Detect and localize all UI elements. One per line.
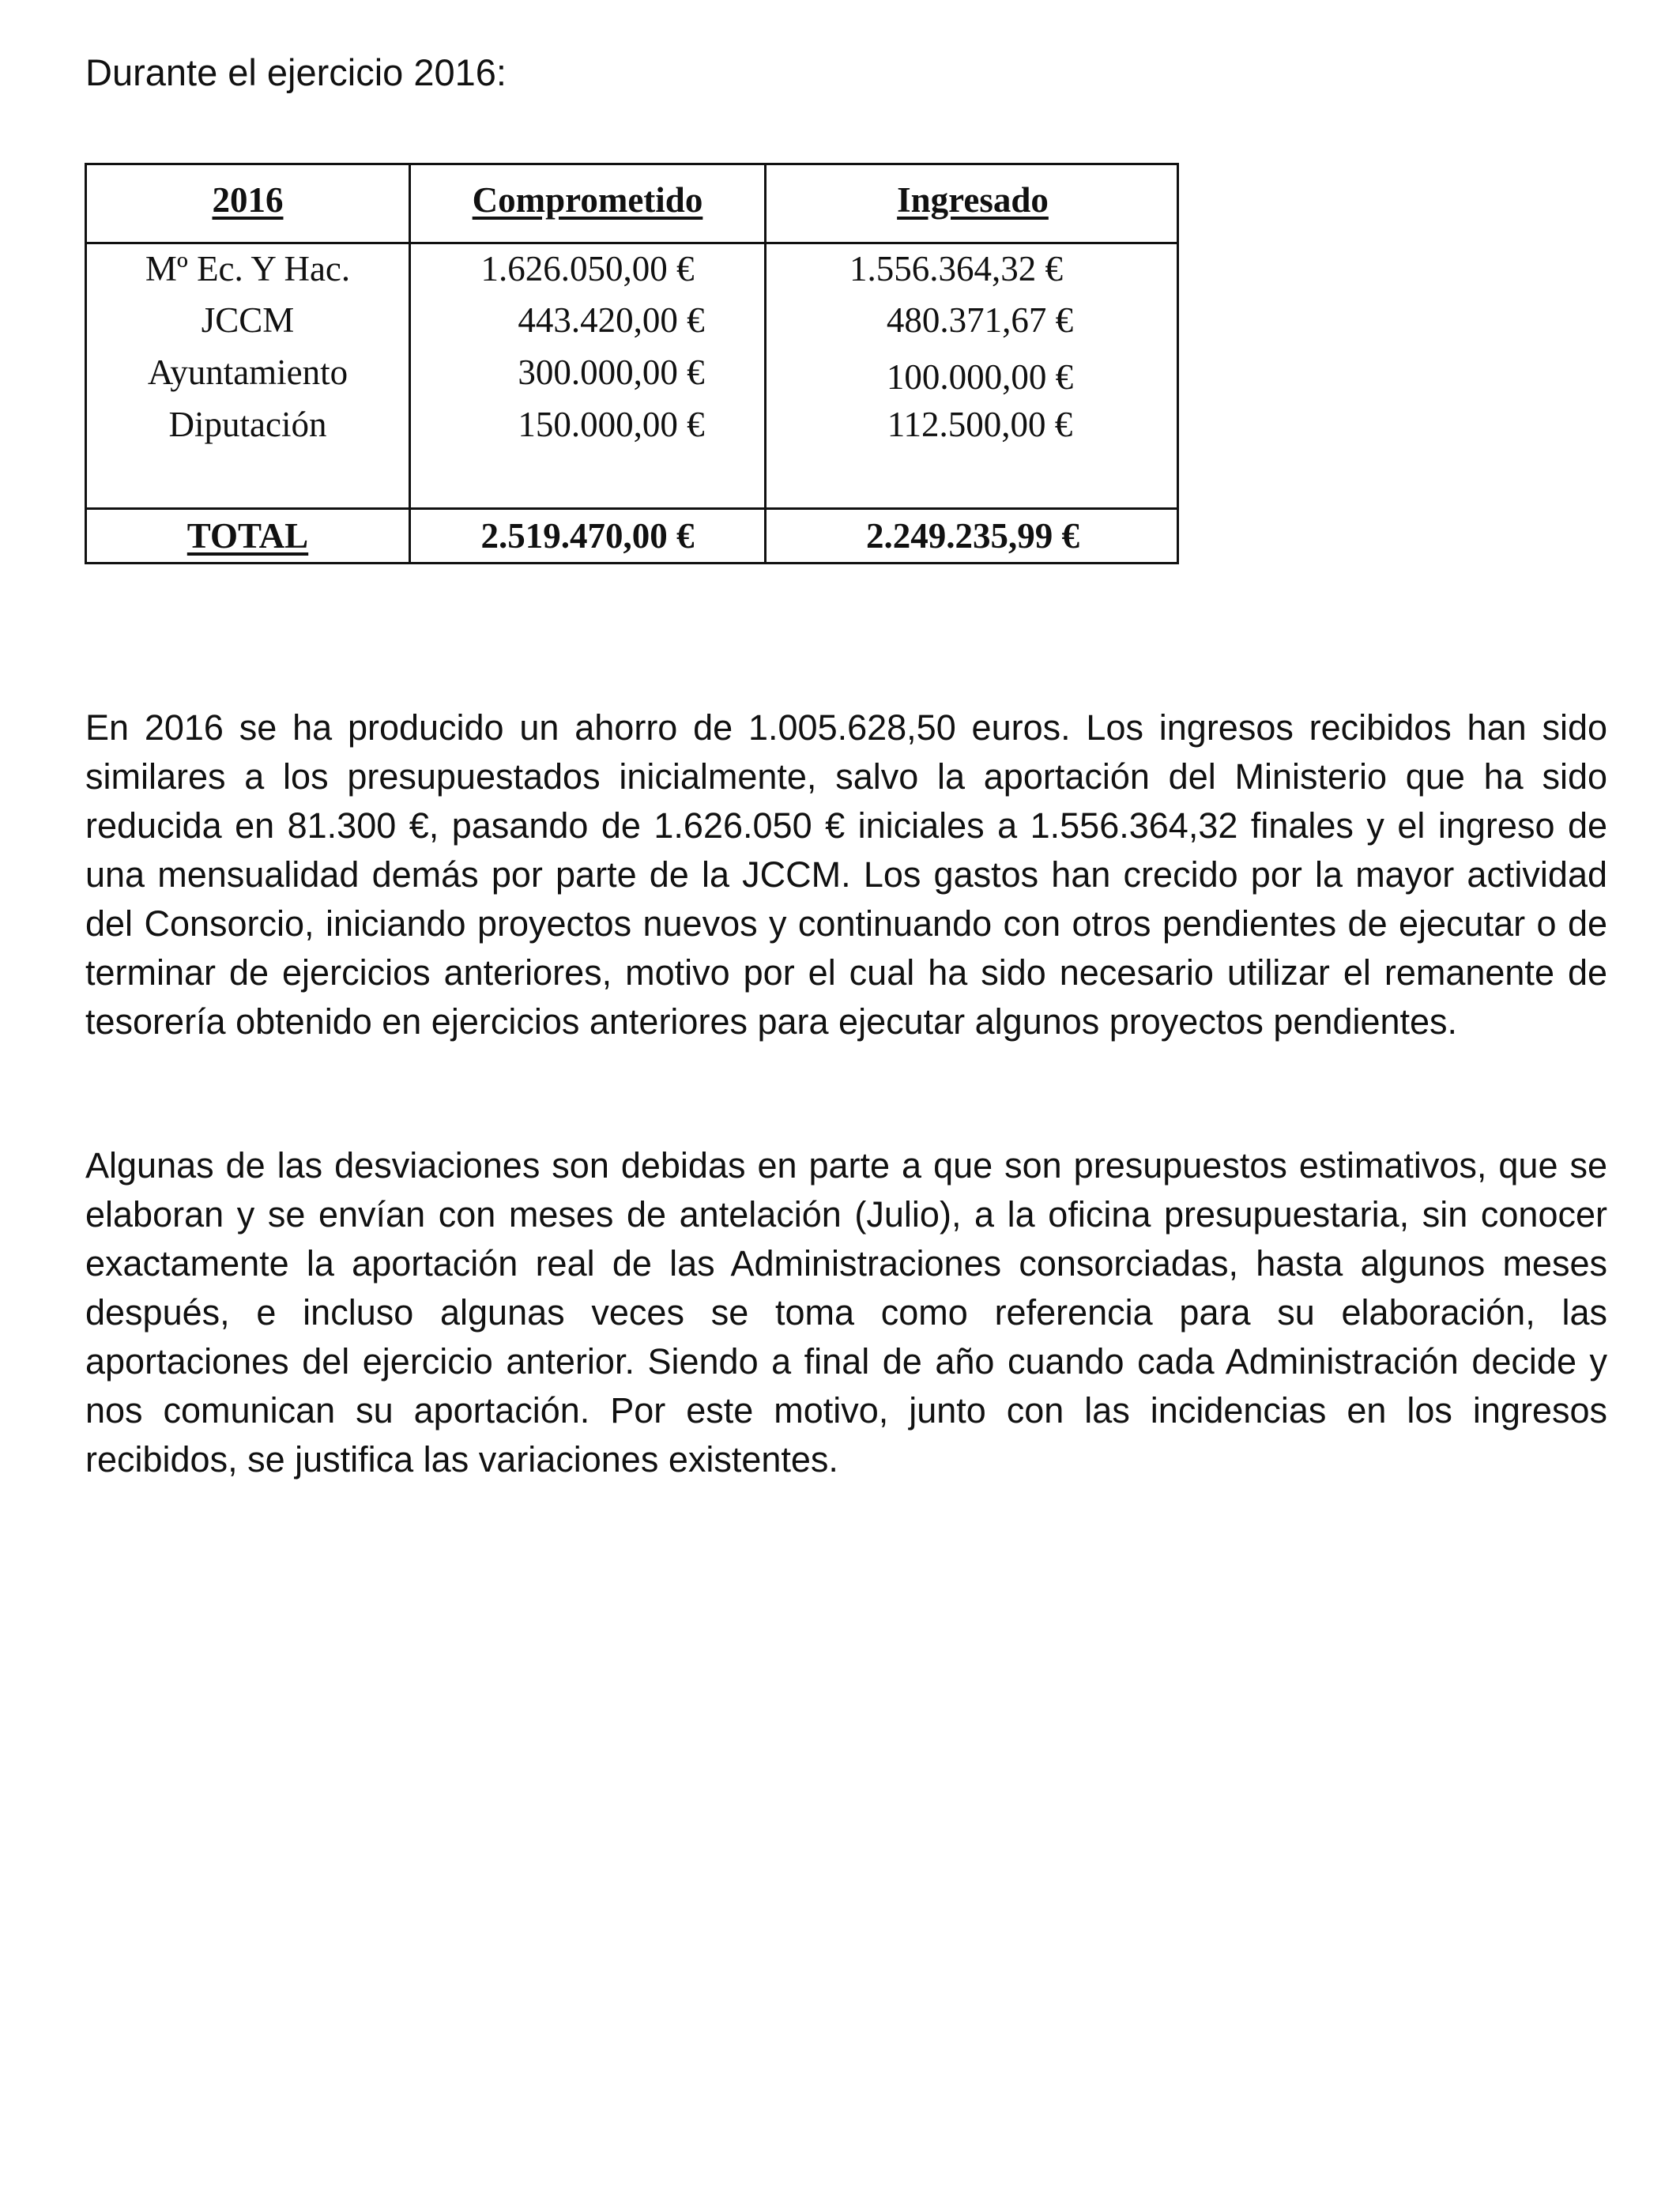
table-column-divider — [409, 165, 411, 562]
intro-text: Durante el ejercicio 2016: — [85, 51, 507, 93]
table-header-divider — [87, 242, 1177, 244]
total-label: TOTAL — [186, 516, 309, 556]
row-entity: Diputación — [168, 405, 327, 444]
row-comprometido: 150.000,00 € — [518, 405, 705, 444]
total-comprometido: 2.519.470,00 € — [480, 516, 695, 556]
table-header-ingresado: Ingresado — [897, 180, 1049, 220]
paragraph-desviaciones: Algunas de las desviaciones son debidas en parte a que son presupuestos estimativos, que se elaboran y se envían con meses de antelación (Julio), a la oficina presupuestaria, sin conocer exactamente la aportación real de las Administraciones consorciadas, hasta algunos meses después, e incluso algunas veces se toma como referencia para su elaboración, las aportaciones del ejercicio anterior. Siendo a final de año cuando cada Administración decide y nos comunican su aportación. Por este motivo, junto con las incidencias en los ingresos recibidos, se justifica las variaciones existentes. — [85, 1145, 1607, 1480]
table-header-comprometido: Comprometido — [472, 180, 703, 220]
budget-table — [85, 163, 1179, 564]
paragraph-ahorro: En 2016 se ha producido un ahorro de 1.005.628,50 euros. Los ingresos recibidos han sido similares a los presupuestados inicialmente, salvo la aportación del Ministerio que ha sido reducida en 81.300 €, pasando de 1.626.050 € iniciales a 1.556.364,32 finales y el ingreso de una mensualidad demás por parte de la JCCM. Los gastos han crecido por la mayor actividad del Consorcio, iniciando proyectos nuevos y continuando con otros pendientes de ejecutar o de terminar de ejercicios anteriores, motivo por el cual ha sido necesario utilizar el remanente de tesorería obtenido en ejercicios anteriores para ejecutar algunos proyectos pendientes. — [85, 707, 1607, 1042]
table-header-year: 2016 — [212, 180, 284, 220]
row-comprometido: 443.420,00 € — [518, 300, 705, 340]
row-ingresado: 480.371,67 € — [886, 300, 1074, 340]
row-ingresado: 100.000,00 € — [886, 357, 1074, 397]
row-ingresado: 1.556.364,32 € — [849, 249, 1063, 288]
row-entity: Mº Ec. Y Hac. — [145, 249, 351, 288]
total-ingresado: 2.249.235,99 € — [866, 516, 1079, 556]
row-comprometido: 300.000,00 € — [518, 352, 705, 392]
row-entity: JCCM — [201, 300, 295, 340]
row-ingresado: 112.500,00 € — [887, 405, 1073, 444]
table-total-divider — [87, 507, 1177, 510]
row-entity: Ayuntamiento — [147, 352, 348, 392]
row-comprometido: 1.626.050,00 € — [480, 249, 695, 288]
